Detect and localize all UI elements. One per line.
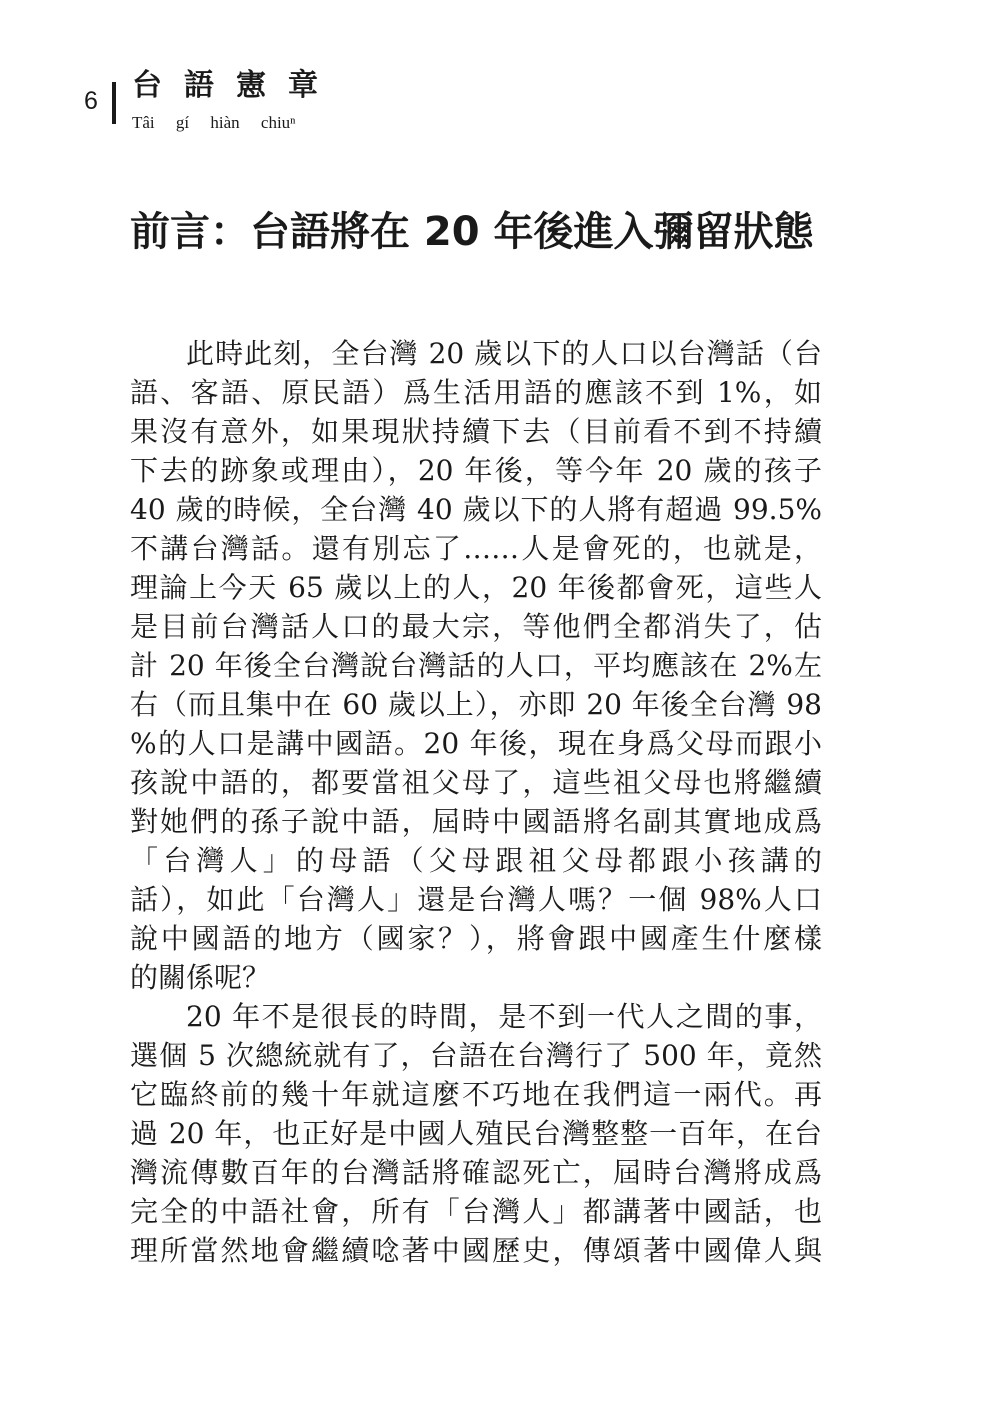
text-line: 孩說中語的，都要當祖父母了，這些祖父母也將繼續 — [130, 766, 822, 799]
text-line: 是目前台灣話人口的最大宗，等他們全都消失了，估 — [130, 610, 822, 643]
text-line: 的關係呢？ — [130, 961, 271, 994]
paragraph — [130, 997, 822, 1270]
text-line: 計 20 年後全台灣說台灣話的人口，平均應該在 2%左 — [130, 649, 822, 682]
text-line: 「台灣人」的母語（父母跟祖父母都跟小孩講的 — [130, 844, 822, 877]
body-text — [130, 334, 822, 1270]
text-line: 完全的中語社會，所有「台灣人」都講著中國話，也 — [130, 1195, 822, 1228]
text-line: 理所當然地會繼續唸著中國歷史，傳頌著中國偉人與 — [130, 1234, 822, 1267]
text-line: 右（而且集中在 60 歲以上），亦即 20 年後全台灣 98 — [130, 688, 822, 721]
text-line: 20 年不是很長的時間，是不到一代人之間的事， — [186, 1000, 822, 1033]
text-line: 它臨終前的幾十年就這麼不巧地在我們這一兩代。再 — [130, 1078, 822, 1111]
text-line: 40 歲的時候，全台灣 40 歲以下的人將有超過 99.5% — [130, 493, 822, 526]
text-line: 理論上今天 65 歲以上的人，20 年後都會死，這些人 — [130, 571, 822, 604]
book-title: 台語憲章 — [132, 68, 340, 103]
text-line: %的人口是講中國語。20 年後，現在身爲父母而跟小 — [130, 727, 822, 760]
text-line: 此時此刻，全台灣 20 歲以下的人口以台灣話（台 — [186, 337, 822, 370]
paragraph — [130, 334, 822, 997]
text-line: 選個 5 次總統就有了，台語在台灣行了 500 年，竟然 — [130, 1039, 822, 1072]
page-number: 6 — [84, 87, 98, 115]
text-line: 果沒有意外，如果現狀持續下去（目前看不到不持續 — [130, 415, 822, 448]
text-line: 不講台灣話。還有別忘了……人是會死的，也就是， — [130, 532, 822, 565]
chapter-title: 前言：台語將在 20 年後進入彌留狀態 — [130, 209, 814, 255]
text-line: 對她們的孫子說中語，屆時中國語將名副其實地成爲 — [130, 805, 822, 838]
book-title-romanization: Tâi gí hiàn chiuⁿ — [132, 113, 296, 132]
header-divider — [112, 82, 116, 124]
text-line: 下去的跡象或理由），20 年後，等今年 20 歲的孩子 — [130, 454, 822, 487]
text-line: 過 20 年，也正好是中國人殖民台灣整整一百年，在台 — [130, 1117, 822, 1150]
text-line: 灣流傳數百年的台灣話將確認死亡，屆時台灣將成爲 — [130, 1156, 822, 1189]
text-line: 語、客語、原民語）爲生活用語的應該不到 1%，如 — [130, 376, 822, 409]
text-line: 話），如此「台灣人」還是台灣人嗎？一個 98%人口 — [130, 883, 822, 916]
text-line: 說中國語的地方（國家？），將會跟中國產生什麼樣 — [130, 922, 822, 955]
